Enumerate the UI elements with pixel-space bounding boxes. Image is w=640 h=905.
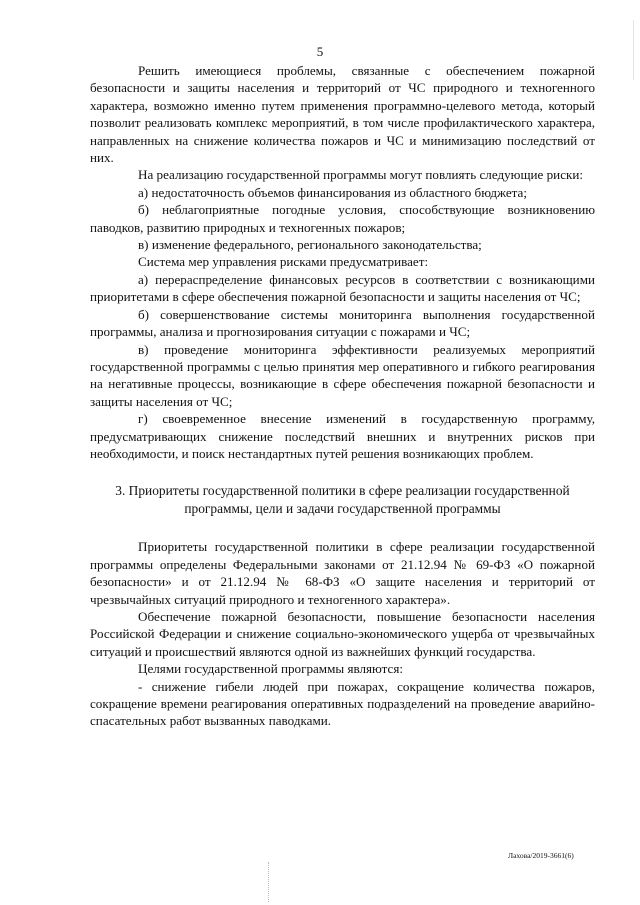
risk-item-b: б) неблагоприятные погодные условия, способствующие возникновению паводков, развитию природных и техногенных пожаров; <box>90 202 595 235</box>
measure-item-d: г) своевременное внесение изменений в государственную программу, предусматривающих снижение последствий внешних и внутренних рисков при необходимости, и поиск нестандартных путей решения возникающих проблем. <box>90 411 595 461</box>
paragraph-safety-function: Обеспечение пожарной безопасности, повышение безопасности населения Российской Федерации и снижение социально-экономического ущерба от чрезвычайных ситуаций и происшествий являются одной из важнейших функций государства. <box>90 608 595 659</box>
document-footer-id: Лахова/2019-3661(6) <box>508 851 574 860</box>
document-body <box>90 62 595 730</box>
paragraph-problems: Решить имеющиеся проблемы, связанные с обеспечением пожарной безопасности и защиты населения и территорий от ЧС природного и техногенного характера, возможно именно путем применения программно-целевого метода, который позволит реализовать комплекс мероприятий, в том числе профилактического характера, направленных на снижение количества пожаров и ЧС и минимизацию последствий от них. <box>90 63 595 166</box>
paragraph-risk-management-intro: Система мер управления рисками предусматривает: <box>138 254 429 270</box>
measure-item-b: б) совершенствование системы мониторинга выполнения государственной программы, анализа и прогнозирования ситуации с пожарами и ЧС; <box>90 306 595 340</box>
section-heading: 3. Приоритеты государственной политики в сфере реализации государственной программы, цели и задачи государственной программы <box>115 483 570 517</box>
paragraph-risks-intro: На реализацию государственной программы могут повлиять следующие риски: <box>138 167 584 183</box>
paragraph-goals-intro: Целями государственной программы являются: <box>138 661 404 677</box>
risk-item-a: а) недостаточность объемов финансирования из областного бюджета; <box>138 184 528 200</box>
scan-edge-mark <box>633 20 634 80</box>
paragraph-priorities: Приоритеты государственной политики в сфере реализации государственной программы определены Федеральными законами от 21.12.94 № 69-ФЗ «О пожарной безопасности» и от 21.12.94 № 68-ФЗ «О защите населения и территорий от чрезвычайных ситуаций природного и техногенного характера». <box>90 539 595 607</box>
binding-mark <box>268 862 271 902</box>
risk-item-c: в) изменение федерального, регионального законодательства; <box>138 237 482 253</box>
measure-item-c: в) проведение мониторинга эффективности реализуемых мероприятий государственной программы с целью принятия мер оперативного и гибкого реагирования на негативные процессы, возникающие в сфере обеспечения пожарной безопасности и защиты населения от ЧС; <box>90 341 595 409</box>
goal-item: - снижение гибели людей при пожарах, сокращение количества пожаров, сокращение времени реагирования оперативных подразделений на проведение аварийно-спасательных работ вызванных паводками. <box>90 678 595 729</box>
page-number: 5 <box>316 44 324 59</box>
measure-item-a: а) перераспределение финансовых ресурсов в соответствии с возникающими приоритетами в сфере обеспечения пожарной безопасности и защиты населения от ЧС; <box>90 271 595 305</box>
